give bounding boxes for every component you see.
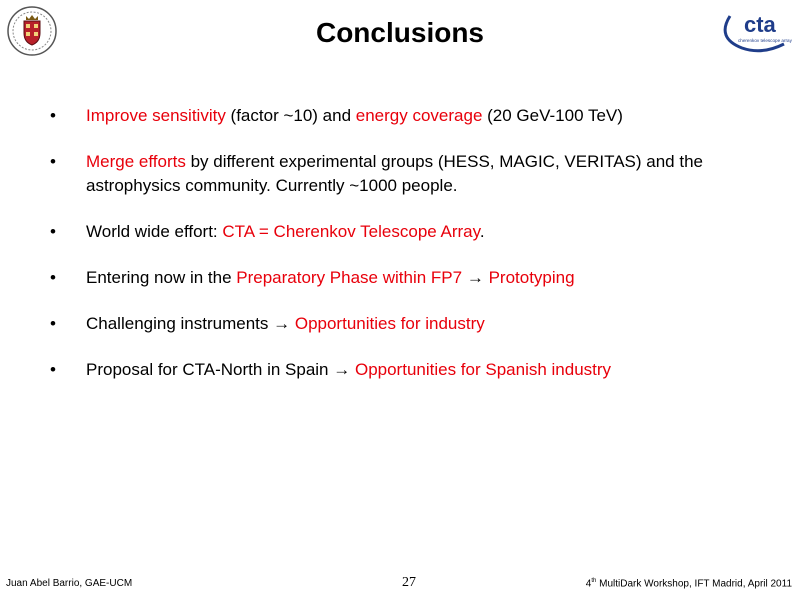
- bullet-text: Challenging instruments: [86, 314, 269, 333]
- highlight-text: Prototyping: [488, 268, 575, 287]
- bullet-text: World wide effort:: [86, 222, 223, 241]
- logo-wordmark: cta: [744, 12, 776, 37]
- list-item: [50, 312, 790, 336]
- list-item: [50, 266, 790, 290]
- highlight-text: Preparatory Phase within FP7: [236, 268, 463, 287]
- bullet-text: Entering now in the: [86, 268, 237, 287]
- cta-logo-icon: [722, 8, 792, 54]
- bullet-text: →: [462, 268, 489, 287]
- bullet-icon: •: [50, 152, 56, 171]
- list-item: [50, 104, 790, 128]
- highlight-text: Improve sensitivity: [86, 106, 226, 125]
- bullet-icon: •: [50, 268, 56, 287]
- bullet-text: (factor ~10) and: [225, 106, 356, 125]
- event-name: MultiDark Workshop, IFT Madrid, April 2011: [596, 578, 792, 590]
- event-ordinal-suffix: th: [591, 578, 597, 584]
- list-item: [50, 150, 790, 198]
- bullet-text: .: [479, 222, 485, 241]
- list-item: [50, 220, 790, 244]
- bullet-text: →: [268, 314, 295, 333]
- highlight-text: Opportunities for Spanish industry: [354, 360, 612, 379]
- conclusions-list: [50, 104, 790, 382]
- highlight-text: Opportunities for industry: [294, 314, 485, 333]
- bullet-text: →: [328, 360, 355, 379]
- bullet-icon: •: [50, 222, 56, 241]
- page-number: 27: [402, 575, 416, 590]
- bullet-icon: •: [50, 360, 56, 379]
- bullet-icon: •: [50, 106, 56, 125]
- list-item: [50, 358, 790, 382]
- slide-title: Conclusions: [315, 17, 484, 48]
- bullet-icon: •: [50, 314, 56, 333]
- highlight-text: Merge efforts: [86, 152, 186, 171]
- logo-subtitle: cherenkov telescope array: [738, 38, 792, 43]
- highlight-text: CTA = Cherenkov Telescope Array: [222, 222, 480, 241]
- bullet-text: Proposal for CTA-North in Spain: [86, 360, 329, 379]
- footer-author: Juan Abel Barrio, GAE-UCM: [6, 578, 133, 589]
- bullet-text: by different experimental groups (HESS, MAGIC, VERITAS) and the astrophysics community. Currently ~1000 people.: [86, 152, 703, 195]
- bullet-text: (20 GeV-100 TeV): [482, 106, 623, 125]
- highlight-text: energy coverage: [355, 106, 483, 125]
- footer-event: [586, 578, 792, 589]
- event-ordinal: 4: [585, 578, 592, 590]
